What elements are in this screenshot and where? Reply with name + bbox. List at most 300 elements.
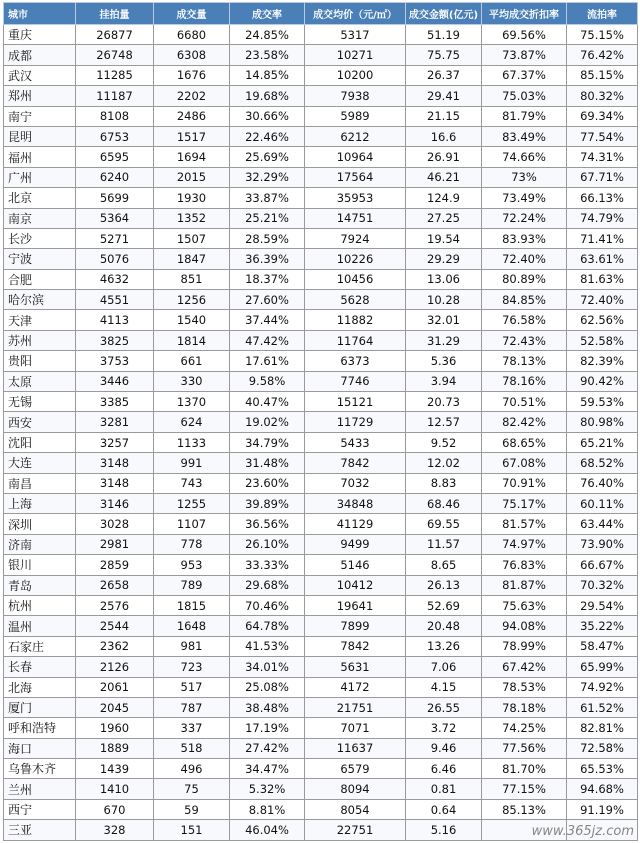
cell-deal-count: 1352 — [154, 208, 230, 228]
cell-avg-price: 7924 — [305, 228, 406, 248]
cell-city: 苏州 — [4, 330, 76, 350]
table-row — [4, 453, 638, 473]
cell-deal-rate: 25.21% — [230, 208, 305, 228]
cell-deal-count: 1815 — [154, 595, 230, 615]
cell-avg-price: 11729 — [305, 412, 406, 432]
table-row — [4, 126, 638, 146]
cell-listing-count: 11187 — [76, 86, 154, 106]
cell-avg-price: 8094 — [305, 779, 406, 799]
table-row — [4, 595, 638, 615]
cell-listing-count: 26877 — [76, 25, 154, 45]
cell-city: 海口 — [4, 738, 76, 758]
watermark: www.365jz.com — [531, 824, 634, 839]
cell-deal-count: 517 — [154, 677, 230, 697]
cell-failed-rate: 58.47% — [567, 636, 638, 656]
cell-avg-discount-rate: 75.03% — [482, 86, 567, 106]
cell-deal-amount: 6.46 — [406, 759, 482, 779]
cell-failed-rate: 63.61% — [567, 249, 638, 269]
cell-deal-count: 2015 — [154, 167, 230, 187]
cell-city: 贵阳 — [4, 351, 76, 371]
cell-city: 银川 — [4, 555, 76, 575]
cell-deal-amount: 29.29 — [406, 249, 482, 269]
cell-city: 厦门 — [4, 697, 76, 717]
cell-failed-rate: 29.54% — [567, 595, 638, 615]
table-row — [4, 167, 638, 187]
cell-avg-price: 7746 — [305, 371, 406, 391]
cell-deal-amount: 46.21 — [406, 167, 482, 187]
cell-deal-rate: 33.33% — [230, 555, 305, 575]
cell-deal-rate: 36.56% — [230, 514, 305, 534]
cell-deal-amount: 5.36 — [406, 351, 482, 371]
cell-failed-rate: 67.71% — [567, 167, 638, 187]
cell-deal-rate: 46.04% — [230, 820, 305, 840]
cell-deal-amount: 7.06 — [406, 657, 482, 677]
cell-listing-count: 2658 — [76, 575, 154, 595]
cell-deal-amount: 52.69 — [406, 595, 482, 615]
cell-deal-amount: 26.55 — [406, 697, 482, 717]
cell-avg-price: 7842 — [305, 636, 406, 656]
cell-failed-rate: 72.40% — [567, 290, 638, 310]
cell-failed-rate: 65.53% — [567, 759, 638, 779]
cell-deal-count: 1814 — [154, 330, 230, 350]
table-row — [4, 555, 638, 575]
cell-avg-discount-rate: 76.83% — [482, 555, 567, 575]
cell-city: 重庆 — [4, 25, 76, 45]
cell-avg-price: 5317 — [305, 25, 406, 45]
cell-city: 哈尔滨 — [4, 290, 76, 310]
cell-city: 沈阳 — [4, 432, 76, 452]
cell-deal-count: 1676 — [154, 65, 230, 85]
cell-listing-count: 8108 — [76, 106, 154, 126]
cell-deal-amount: 0.81 — [406, 779, 482, 799]
table-row — [4, 697, 638, 717]
cell-avg-price: 11764 — [305, 330, 406, 350]
cell-avg-price: 34848 — [305, 493, 406, 513]
cell-deal-count: 75 — [154, 779, 230, 799]
cell-city: 长春 — [4, 657, 76, 677]
cell-city: 上海 — [4, 493, 76, 513]
cell-deal-count: 723 — [154, 657, 230, 677]
cell-deal-count: 6680 — [154, 25, 230, 45]
cell-deal-rate: 17.19% — [230, 718, 305, 738]
cell-avg-price: 10200 — [305, 65, 406, 85]
cell-listing-count: 26748 — [76, 45, 154, 65]
cell-avg-discount-rate: 81.70% — [482, 759, 567, 779]
cell-failed-rate: 72.58% — [567, 738, 638, 758]
cell-avg-price: 15121 — [305, 392, 406, 412]
cell-deal-rate: 64.78% — [230, 616, 305, 636]
cell-deal-amount: 4.15 — [406, 677, 482, 697]
table-row — [4, 371, 638, 391]
cell-failed-rate: 65.21% — [567, 432, 638, 452]
cell-listing-count: 1439 — [76, 759, 154, 779]
cell-listing-count: 4551 — [76, 290, 154, 310]
cell-deal-rate: 33.87% — [230, 188, 305, 208]
cell-deal-count: 1694 — [154, 147, 230, 167]
cell-deal-amount: 20.48 — [406, 616, 482, 636]
cell-deal-amount: 9.52 — [406, 432, 482, 452]
table-row — [4, 249, 638, 269]
cell-deal-amount: 31.29 — [406, 330, 482, 350]
cell-failed-rate: 65.99% — [567, 657, 638, 677]
cell-deal-amount: 69.55 — [406, 514, 482, 534]
cell-deal-rate: 23.60% — [230, 473, 305, 493]
cell-listing-count: 2045 — [76, 697, 154, 717]
cell-city: 天津 — [4, 310, 76, 330]
table-row — [4, 779, 638, 799]
cell-listing-count: 670 — [76, 799, 154, 819]
cell-deal-amount: 3.72 — [406, 718, 482, 738]
cell-city: 石家庄 — [4, 636, 76, 656]
cell-deal-count: 59 — [154, 799, 230, 819]
cell-deal-rate: 37.44% — [230, 310, 305, 330]
cell-avg-price: 7032 — [305, 473, 406, 493]
cell-avg-discount-rate: 78.13% — [482, 351, 567, 371]
cell-city: 大连 — [4, 453, 76, 473]
cell-avg-price: 10271 — [305, 45, 406, 65]
cell-avg-discount-rate: 77.15% — [482, 779, 567, 799]
cell-city: 北海 — [4, 677, 76, 697]
cell-deal-count: 661 — [154, 351, 230, 371]
cell-deal-rate: 34.01% — [230, 657, 305, 677]
table-row — [4, 677, 638, 697]
cell-deal-amount: 0.64 — [406, 799, 482, 819]
cell-listing-count: 1410 — [76, 779, 154, 799]
cell-listing-count: 2126 — [76, 657, 154, 677]
table-row — [4, 330, 638, 350]
cell-avg-price: 5631 — [305, 657, 406, 677]
cell-failed-rate: 62.56% — [567, 310, 638, 330]
cell-deal-amount: 16.6 — [406, 126, 482, 146]
cell-listing-count: 2859 — [76, 555, 154, 575]
cell-listing-count: 11285 — [76, 65, 154, 85]
cell-deal-amount: 19.54 — [406, 228, 482, 248]
cell-deal-rate: 24.85% — [230, 25, 305, 45]
cell-avg-discount-rate: 94.08% — [482, 616, 567, 636]
cell-avg-discount-rate: 73.87% — [482, 45, 567, 65]
cell-deal-rate: 38.48% — [230, 697, 305, 717]
cell-avg-discount-rate: 81.87% — [482, 575, 567, 595]
cell-failed-rate: 85.15% — [567, 65, 638, 85]
cell-deal-count: 1648 — [154, 616, 230, 636]
cell-city: 北京 — [4, 188, 76, 208]
cell-deal-amount: 124.9 — [406, 188, 482, 208]
cell-avg-price: 7938 — [305, 86, 406, 106]
cell-deal-count: 1517 — [154, 126, 230, 146]
cell-listing-count: 5364 — [76, 208, 154, 228]
cell-avg-discount-rate: 74.25% — [482, 718, 567, 738]
cell-avg-discount-rate: 81.57% — [482, 514, 567, 534]
cell-avg-price: 6373 — [305, 351, 406, 371]
cell-avg-discount-rate: 70.51% — [482, 392, 567, 412]
cell-failed-rate: 52.58% — [567, 330, 638, 350]
cell-listing-count: 4632 — [76, 269, 154, 289]
cell-city: 福州 — [4, 147, 76, 167]
cell-city: 西宁 — [4, 799, 76, 819]
cell-city: 长沙 — [4, 228, 76, 248]
cell-listing-count: 3825 — [76, 330, 154, 350]
cell-deal-amount: 8.83 — [406, 473, 482, 493]
cell-avg-discount-rate: 78.16% — [482, 371, 567, 391]
cell-listing-count: 2576 — [76, 595, 154, 615]
cell-avg-discount-rate: 73% — [482, 167, 567, 187]
cell-failed-rate: 75.15% — [567, 25, 638, 45]
cell-avg-price: 10226 — [305, 249, 406, 269]
cell-listing-count: 5271 — [76, 228, 154, 248]
cell-avg-discount-rate: 68.65% — [482, 432, 567, 452]
cell-deal-count: 1107 — [154, 514, 230, 534]
cell-deal-count: 337 — [154, 718, 230, 738]
cell-city: 深圳 — [4, 514, 76, 534]
cell-avg-price: 14751 — [305, 208, 406, 228]
cell-deal-amount: 9.46 — [406, 738, 482, 758]
table-header-row — [4, 3, 638, 25]
cell-avg-discount-rate: 78.99% — [482, 636, 567, 656]
cell-avg-discount-rate: 85.13% — [482, 799, 567, 819]
cell-deal-amount: 27.25 — [406, 208, 482, 228]
cell-deal-amount: 11.57 — [406, 534, 482, 554]
cell-deal-count: 6308 — [154, 45, 230, 65]
cell-deal-rate: 9.58% — [230, 371, 305, 391]
cell-avg-price: 7899 — [305, 616, 406, 636]
cell-avg-price: 41129 — [305, 514, 406, 534]
cell-city: 南宁 — [4, 106, 76, 126]
cell-city: 武汉 — [4, 65, 76, 85]
cell-listing-count: 5699 — [76, 188, 154, 208]
cell-deal-rate: 18.37% — [230, 269, 305, 289]
cell-failed-rate: 80.32% — [567, 86, 638, 106]
cell-deal-rate: 41.53% — [230, 636, 305, 656]
cell-listing-count: 3753 — [76, 351, 154, 371]
cell-listing-count: 4113 — [76, 310, 154, 330]
cell-listing-count: 2061 — [76, 677, 154, 697]
cell-deal-count: 1847 — [154, 249, 230, 269]
cell-listing-count: 6240 — [76, 167, 154, 187]
cell-avg-discount-rate: 67.08% — [482, 453, 567, 473]
cell-listing-count: 3028 — [76, 514, 154, 534]
cell-avg-discount-rate: 74.66% — [482, 147, 567, 167]
cell-avg-price: 6579 — [305, 759, 406, 779]
cell-avg-price: 9499 — [305, 534, 406, 554]
cell-listing-count: 3257 — [76, 432, 154, 452]
cell-avg-price: 21751 — [305, 697, 406, 717]
cell-deal-rate: 34.47% — [230, 759, 305, 779]
cell-avg-price: 19641 — [305, 595, 406, 615]
table-row — [4, 412, 638, 432]
cell-failed-rate: 69.34% — [567, 106, 638, 126]
cell-city: 太原 — [4, 371, 76, 391]
cell-deal-rate: 28.59% — [230, 228, 305, 248]
cell-deal-count: 789 — [154, 575, 230, 595]
city-auction-table — [3, 2, 638, 841]
table-body — [4, 25, 638, 841]
cell-deal-count: 2202 — [154, 86, 230, 106]
cell-listing-count: 3385 — [76, 392, 154, 412]
table-row — [4, 718, 638, 738]
cell-deal-amount: 10.28 — [406, 290, 482, 310]
table-row — [4, 188, 638, 208]
cell-avg-discount-rate: 78.18% — [482, 697, 567, 717]
table-row — [4, 228, 638, 248]
cell-deal-rate: 30.66% — [230, 106, 305, 126]
column-header-failed-rate: 流拍率 — [567, 3, 638, 25]
table-row — [4, 636, 638, 656]
cell-deal-rate: 5.32% — [230, 779, 305, 799]
cell-deal-count: 1133 — [154, 432, 230, 452]
cell-avg-discount-rate: 83.93% — [482, 228, 567, 248]
column-header-avg-price: 成交均价（元/㎡） — [305, 3, 406, 25]
cell-deal-rate: 14.85% — [230, 65, 305, 85]
cell-deal-amount: 3.94 — [406, 371, 482, 391]
cell-avg-discount-rate: 70.91% — [482, 473, 567, 493]
cell-deal-amount: 26.37 — [406, 65, 482, 85]
cell-listing-count: 6753 — [76, 126, 154, 146]
cell-avg-discount-rate: 84.85% — [482, 290, 567, 310]
cell-deal-rate: 34.79% — [230, 432, 305, 452]
cell-failed-rate: 63.44% — [567, 514, 638, 534]
cell-listing-count: 6595 — [76, 147, 154, 167]
cell-failed-rate: 61.52% — [567, 697, 638, 717]
cell-city: 济南 — [4, 534, 76, 554]
cell-deal-count: 851 — [154, 269, 230, 289]
cell-city: 青岛 — [4, 575, 76, 595]
cell-deal-rate: 19.68% — [230, 86, 305, 106]
cell-failed-rate: 59.53% — [567, 392, 638, 412]
cell-listing-count: 1889 — [76, 738, 154, 758]
table-row — [4, 65, 638, 85]
cell-city: 南昌 — [4, 473, 76, 493]
cell-deal-count: 1930 — [154, 188, 230, 208]
cell-avg-discount-rate: 75.63% — [482, 595, 567, 615]
table-row — [4, 392, 638, 412]
cell-avg-discount-rate: 72.43% — [482, 330, 567, 350]
cell-deal-amount: 20.73 — [406, 392, 482, 412]
cell-city: 杭州 — [4, 595, 76, 615]
cell-city: 郑州 — [4, 86, 76, 106]
cell-listing-count: 3446 — [76, 371, 154, 391]
cell-avg-price: 17564 — [305, 167, 406, 187]
cell-avg-discount-rate: 75.17% — [482, 493, 567, 513]
table-row — [4, 759, 638, 779]
cell-failed-rate: 66.67% — [567, 555, 638, 575]
table-row — [4, 45, 638, 65]
cell-deal-rate: 17.61% — [230, 351, 305, 371]
cell-deal-count: 1256 — [154, 290, 230, 310]
cell-failed-rate: 74.31% — [567, 147, 638, 167]
cell-city: 合肥 — [4, 269, 76, 289]
cell-deal-amount: 68.46 — [406, 493, 482, 513]
cell-failed-rate: 94.68% — [567, 779, 638, 799]
cell-listing-count: 2544 — [76, 616, 154, 636]
cell-deal-count: 1507 — [154, 228, 230, 248]
cell-deal-count: 953 — [154, 555, 230, 575]
column-header-city: 城市 — [4, 3, 76, 25]
cell-listing-count: 2981 — [76, 534, 154, 554]
cell-deal-count: 2486 — [154, 106, 230, 126]
cell-deal-rate: 47.42% — [230, 330, 305, 350]
cell-deal-count: 787 — [154, 697, 230, 717]
cell-deal-count: 330 — [154, 371, 230, 391]
cell-deal-rate: 23.58% — [230, 45, 305, 65]
cell-listing-count: 3148 — [76, 453, 154, 473]
cell-deal-rate: 31.48% — [230, 453, 305, 473]
column-header-deal-count: 成交量 — [154, 3, 230, 25]
cell-deal-rate: 39.89% — [230, 493, 305, 513]
cell-avg-price: 4172 — [305, 677, 406, 697]
cell-failed-rate: 74.92% — [567, 677, 638, 697]
cell-deal-count: 743 — [154, 473, 230, 493]
cell-failed-rate: 73.90% — [567, 534, 638, 554]
cell-failed-rate: 35.22% — [567, 616, 638, 636]
cell-avg-price: 6212 — [305, 126, 406, 146]
cell-avg-discount-rate: 83.49% — [482, 126, 567, 146]
cell-deal-amount: 29.41 — [406, 86, 482, 106]
cell-city: 宁波 — [4, 249, 76, 269]
cell-city: 西安 — [4, 412, 76, 432]
cell-city: 温州 — [4, 616, 76, 636]
cell-avg-price: 11882 — [305, 310, 406, 330]
cell-city: 南京 — [4, 208, 76, 228]
data-table-container — [3, 2, 638, 841]
cell-deal-count: 496 — [154, 759, 230, 779]
cell-failed-rate: 82.81% — [567, 718, 638, 738]
cell-avg-discount-rate: 81.79% — [482, 106, 567, 126]
cell-failed-rate: 66.13% — [567, 188, 638, 208]
cell-deal-amount: 21.15 — [406, 106, 482, 126]
cell-listing-count: 3281 — [76, 412, 154, 432]
cell-listing-count: 1960 — [76, 718, 154, 738]
table-row — [4, 432, 638, 452]
table-row — [4, 290, 638, 310]
cell-avg-discount-rate: 72.40% — [482, 249, 567, 269]
table-row — [4, 86, 638, 106]
cell-deal-count: 778 — [154, 534, 230, 554]
column-header-avg-discount-rate: 平均成交折扣率 — [482, 3, 567, 25]
cell-deal-count: 518 — [154, 738, 230, 758]
cell-deal-amount: 12.57 — [406, 412, 482, 432]
cell-avg-price: 10456 — [305, 269, 406, 289]
cell-failed-rate: 60.11% — [567, 493, 638, 513]
cell-listing-count: 3148 — [76, 473, 154, 493]
cell-avg-price: 5628 — [305, 290, 406, 310]
table-row — [4, 208, 638, 228]
cell-deal-rate: 70.46% — [230, 595, 305, 615]
cell-avg-price: 22751 — [305, 820, 406, 840]
cell-deal-count: 991 — [154, 453, 230, 473]
cell-listing-count: 5076 — [76, 249, 154, 269]
cell-failed-rate: 76.40% — [567, 473, 638, 493]
cell-deal-amount: 26.13 — [406, 575, 482, 595]
cell-deal-count: 1255 — [154, 493, 230, 513]
cell-listing-count: 3146 — [76, 493, 154, 513]
table-row — [4, 657, 638, 677]
cell-avg-price: 8054 — [305, 799, 406, 819]
cell-failed-rate: 91.19% — [567, 799, 638, 819]
cell-failed-rate: 76.42% — [567, 45, 638, 65]
table-row — [4, 106, 638, 126]
table-row — [4, 738, 638, 758]
cell-deal-count: 1370 — [154, 392, 230, 412]
cell-deal-count: 151 — [154, 820, 230, 840]
cell-deal-rate: 29.68% — [230, 575, 305, 595]
cell-deal-amount: 32.01 — [406, 310, 482, 330]
table-row — [4, 493, 638, 513]
table-row — [4, 575, 638, 595]
cell-deal-count: 1540 — [154, 310, 230, 330]
cell-deal-rate: 32.29% — [230, 167, 305, 187]
cell-avg-discount-rate: 76.58% — [482, 310, 567, 330]
cell-deal-amount: 26.91 — [406, 147, 482, 167]
